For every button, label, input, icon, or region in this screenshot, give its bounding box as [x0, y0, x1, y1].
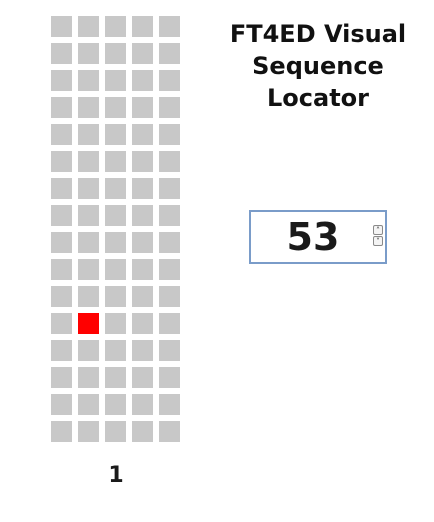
grid-cell[interactable]	[105, 43, 126, 64]
grid-cell[interactable]	[132, 340, 153, 361]
grid-cell[interactable]	[78, 205, 99, 226]
grid-cell[interactable]	[105, 205, 126, 226]
grid-cell[interactable]	[51, 205, 72, 226]
grid-cell[interactable]	[51, 43, 72, 64]
grid-cell[interactable]	[132, 178, 153, 199]
grid-cell[interactable]	[132, 16, 153, 37]
grid-cell[interactable]	[132, 97, 153, 118]
grid-cell[interactable]	[51, 313, 72, 334]
grid-cell[interactable]	[78, 97, 99, 118]
grid-cell[interactable]	[105, 421, 126, 442]
grid-cell[interactable]	[105, 151, 126, 172]
grid-cell[interactable]	[51, 232, 72, 253]
grid-cell[interactable]	[51, 259, 72, 280]
grid-cell[interactable]	[159, 178, 180, 199]
grid-cell[interactable]	[159, 205, 180, 226]
grid-cell[interactable]	[78, 367, 99, 388]
grid-cell[interactable]	[132, 259, 153, 280]
grid-cell[interactable]	[159, 367, 180, 388]
grid-cell[interactable]	[105, 70, 126, 91]
title-line-1: FT4ED Visual	[229, 20, 407, 48]
sequence-grid	[51, 16, 181, 442]
title-line-2: Sequence	[252, 52, 384, 80]
grid-cell[interactable]	[132, 151, 153, 172]
sequence-value[interactable]: 53	[286, 215, 340, 259]
grid-cell[interactable]	[78, 286, 99, 307]
grid-cell[interactable]	[132, 313, 153, 334]
grid-cell[interactable]	[51, 340, 72, 361]
grid-cell[interactable]	[105, 367, 126, 388]
grid-cell[interactable]	[51, 124, 72, 145]
grid-cell[interactable]	[132, 205, 153, 226]
grid-cell[interactable]	[78, 232, 99, 253]
title-line-3: Locator	[267, 84, 369, 112]
grid-cell[interactable]	[105, 394, 126, 415]
grid-cell[interactable]	[132, 43, 153, 64]
sequence-spinbox[interactable]	[249, 210, 387, 264]
grid-cell[interactable]	[51, 421, 72, 442]
grid-cell[interactable]	[51, 367, 72, 388]
grid-cell[interactable]	[159, 16, 180, 37]
grid-cell[interactable]	[159, 151, 180, 172]
grid-cell[interactable]	[105, 259, 126, 280]
grid-cell[interactable]	[159, 313, 180, 334]
grid-cell[interactable]	[105, 97, 126, 118]
grid-cell[interactable]	[105, 340, 126, 361]
grid-cell[interactable]	[78, 151, 99, 172]
grid-cell[interactable]	[159, 286, 180, 307]
grid-cell[interactable]	[132, 70, 153, 91]
grid-cell[interactable]	[105, 232, 126, 253]
grid-cell[interactable]	[78, 124, 99, 145]
grid-cell[interactable]	[78, 421, 99, 442]
grid-cell[interactable]	[159, 97, 180, 118]
grid-cell[interactable]	[51, 70, 72, 91]
grid-cell[interactable]	[132, 286, 153, 307]
grid-cell[interactable]	[132, 367, 153, 388]
grid-cell[interactable]	[159, 340, 180, 361]
chevron-up-icon[interactable]: ˄	[373, 225, 383, 235]
grid-cell[interactable]	[132, 421, 153, 442]
grid-cell[interactable]	[51, 151, 72, 172]
grid-cell[interactable]	[105, 178, 126, 199]
grid-cell[interactable]	[132, 124, 153, 145]
grid-cell[interactable]	[78, 340, 99, 361]
grid-cell[interactable]	[78, 178, 99, 199]
grid-cell[interactable]	[132, 394, 153, 415]
grid-cell[interactable]	[159, 259, 180, 280]
grid-cell[interactable]	[78, 394, 99, 415]
grid-cell[interactable]	[78, 70, 99, 91]
grid-cell[interactable]	[132, 232, 153, 253]
page-title	[220, 18, 416, 114]
grid-cell[interactable]	[51, 16, 72, 37]
grid-cell[interactable]	[51, 286, 72, 307]
grid-cell[interactable]	[78, 43, 99, 64]
grid-cell[interactable]	[159, 232, 180, 253]
grid-cell[interactable]	[51, 97, 72, 118]
grid-cell[interactable]	[159, 124, 180, 145]
grid-cell-active[interactable]	[78, 313, 99, 334]
grid-cell[interactable]	[159, 70, 180, 91]
grid-cell[interactable]	[51, 178, 72, 199]
grid-cell[interactable]	[51, 394, 72, 415]
grid-cell[interactable]	[78, 259, 99, 280]
page-number: 1	[108, 463, 124, 488]
grid-cell[interactable]	[105, 286, 126, 307]
grid-cell[interactable]	[159, 43, 180, 64]
grid-cell[interactable]	[105, 313, 126, 334]
grid-cell[interactable]	[78, 16, 99, 37]
grid-cell[interactable]	[159, 394, 180, 415]
grid-cell[interactable]	[159, 421, 180, 442]
chevron-down-icon[interactable]: ˅	[373, 236, 383, 246]
grid-cell[interactable]	[105, 124, 126, 145]
grid-cell[interactable]	[105, 16, 126, 37]
